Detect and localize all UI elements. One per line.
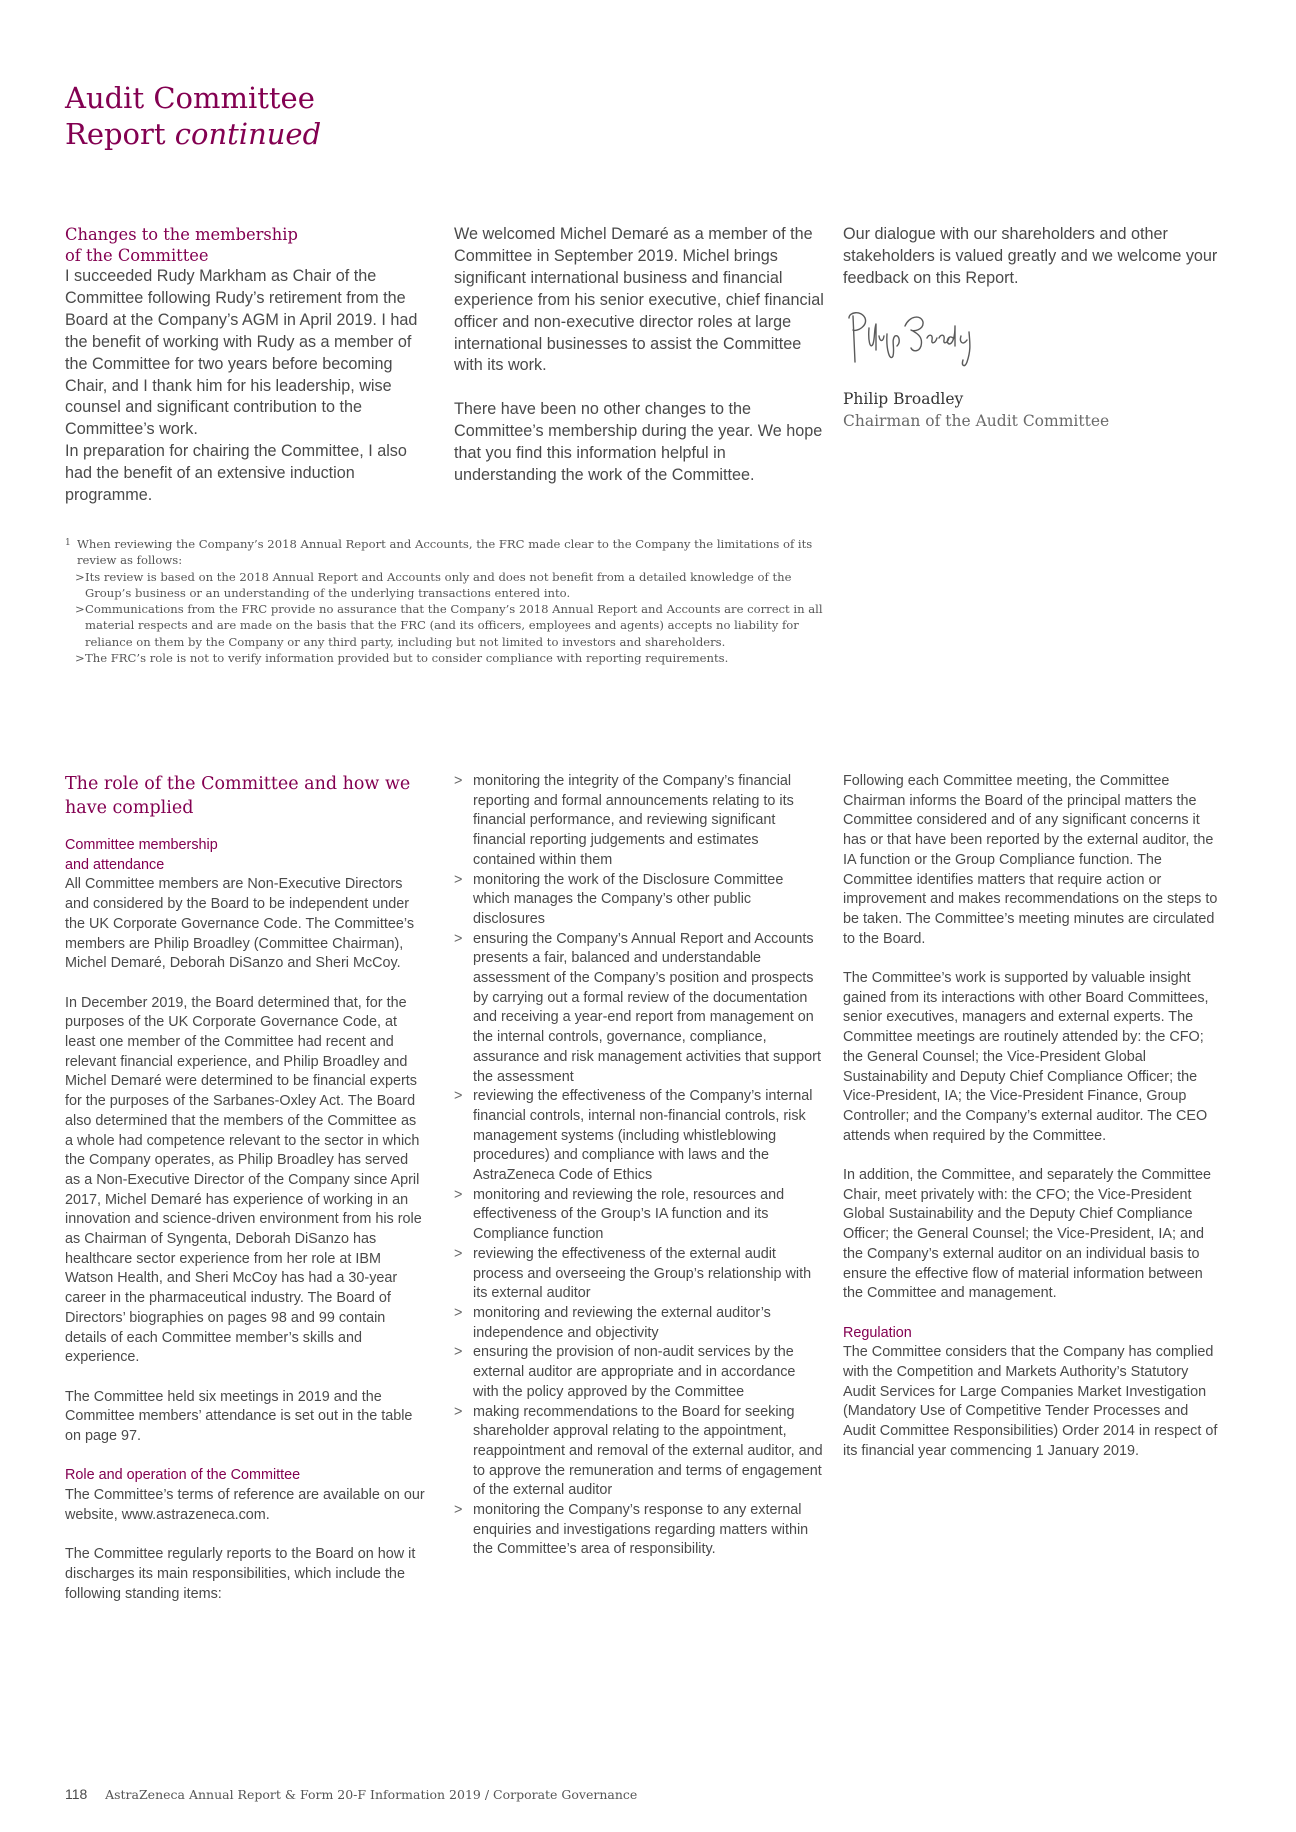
attendance-support-paragraph: The Committee’s work is supported by valuable insight gained from its interactions with other Board Committees, senior executives, managers and external experts. The Committee meetings are routinely attended by: the CFO; the General Counsel; the Vice-President Global Sustainability and Deputy Chief Compliance Officer; the Vice-President, IA; the Vice-President Finance, Group Controller; and the Company’s external auditor. The CEO attends when required by the Committee.	[843, 970, 1209, 1144]
membership-attendance-subheading: Committee membership and attendance	[65, 837, 218, 873]
chevron-right-icon: >	[454, 1304, 463, 1321]
regulation-paragraph: The Committee considers that the Company has complied with the Competition and Markets Authority’s Statutory Audit Services for Large Companies Market Investigation (Mandatory Use of Competitive Tender Processes and Audit Committee Responsibilities) Order 2014 in respect of its financial year commencing 1 January 2019.	[843, 1344, 1218, 1459]
role-section-heading: The role of the Committee and how we have complied	[65, 774, 411, 818]
signature-image	[843, 300, 1003, 375]
dialogue-paragraph: Our dialogue with our shareholders and other stakeholders is valued greatly and we welcome your feedback on this Report.	[843, 225, 1218, 287]
signatory-name: Philip Broadley	[843, 389, 964, 408]
list-item: > reviewing the effectiveness of the Company’s internal financial controls, internal non-financial controls, risk management systems (including whistleblowing procedures) and compliance with laws and the AstraZeneca Code of Ethics	[454, 1087, 824, 1186]
chevron-right-icon: >	[454, 773, 463, 789]
chevron-right-icon: >	[454, 1502, 463, 1519]
welcome-paragraph: We welcomed Michel Demaré as a member of the Committee in September 2019. Michel brings significant international business and financial experience from his senior executive, chief financial officer and non-executive director roles at large international businesses to assist the Committee with its work.	[454, 225, 824, 375]
role-operation-subheading: Role and operation of the Committee	[65, 1467, 301, 1484]
signatory-role: Chairman of the Audit Committee	[843, 411, 1110, 430]
board-reporting-paragraph: Following each Committee meeting, the Committee Chairman informs the Board of the principal matters the Committee considered and of any significant concerns it has or that have been reported by the external auditor, the IA function or the Group Compliance function. The Committee identifies matters that require action or improvement and makes recommendations on the steps to be taken. The Committee’s meeting minutes are circulated to the Board.	[843, 773, 1218, 947]
list-item: > monitoring and reviewing the role, resources and effectiveness of the Group’s IA function and its Compliance function	[454, 1186, 824, 1245]
footnote	[65, 536, 825, 666]
standing-items-intro: The Committee regularly reports to the Board on how it discharges its main responsibilities, which include the following standing items:	[65, 1546, 416, 1602]
list-item: > ensuring the Company’s Annual Report and Accounts presents a fair, balanced and understandable assessment of the Company’s position and prospects by carrying out a formal review of the documentation and receiving a year-end report from management on the internal controls, governance, compliance, assurance and risk management activities that support the assessment	[454, 930, 824, 1088]
footnote-item: > Communications from the FRC provide no assurance that the Company’s 2018 Annual Report and Accounts are correct in all material respects and are made on the basis that the FRC (and its officers, employees and agents) accepts no liability for reliance on them by the Company or any third party, including but not limited to investors and shareholders.	[75, 602, 823, 649]
bottom-column-1	[65, 772, 425, 1604]
chevron-right-icon: >	[75, 569, 85, 584]
chevron-right-icon: >	[454, 871, 463, 888]
membership-changes-heading: Changes to the membership of the Committee	[65, 225, 298, 265]
regulation-subheading: Regulation	[843, 1324, 912, 1341]
terms-of-reference-paragraph: The Committee’s terms of reference are available on our website, www.astrazeneca.com.	[65, 1487, 425, 1523]
financial-experience-paragraph: In December 2019, the Board determined that, for the purposes of the UK Corporate Governance Code, at least one member of the Committee had recent and relevant financial experience, and Philip Broadley and Michel Demaré were determined to be financial experts for the purposes of the Sarbanes-Oxley Act. The Board also determined that the members of the Committee as a whole had competence relevant to the sector in which the Company operates, as Philip Broadley has served as a Non-Executive Director of the Company since April 2017, Michel Demaré has experience of working in an innovation and science-driven environment from his role as Chairman of Syngenta, Deborah DiSanzo has healthcare sector experience from her role at IBM Watson Health, and Sheri McCoy has had a 30-year career in the pharmaceutical industry. The Board of Directors’ biographies on pages 98 and 99 contain details of each Committee member’s skills and experience.	[65, 994, 422, 1366]
top-column-2	[454, 224, 824, 487]
footnote-marker: 1	[65, 538, 71, 548]
page-number: 118	[65, 1786, 88, 1802]
chevron-right-icon: >	[454, 1186, 463, 1203]
chevron-right-icon: >	[454, 1403, 463, 1420]
chevron-right-icon: >	[454, 930, 463, 947]
chevron-right-icon: >	[454, 1344, 463, 1361]
top-column-3	[843, 224, 1223, 432]
list-item: > reviewing the effectiveness of the external audit process and overseeing the Group’s relationship with its external auditor	[454, 1245, 824, 1304]
membership-paragraph: All Committee members are Non-Executive Directors and considered by the Board to be independent under the UK Corporate Governance Code. The Committee’s members are Philip Broadley (Committee Chairman), Michel Demaré, Deborah DiSanzo and Sheri McCoy.	[65, 876, 415, 972]
no-other-changes-paragraph: There have been no other changes to the Committee’s membership during the year. We hope that you find this information helpful in understanding the work of the Committee.	[454, 400, 823, 484]
title-continued: continued	[174, 117, 322, 151]
private-meetings-paragraph: In addition, the Committee, and separately the Committee Chair, meet privately with: the CFO; the Vice-President Global Sustainability and the Deputy Chief Compliance Officer; the General Counsel; the Vice-President, IA; and the Company’s external auditor on an individual basis to ensure the effective flow of material information between the Committee and management.	[843, 1167, 1211, 1302]
membership-changes-paragraph-1: I succeeded Rudy Markham as Chair of the Committee following Rudy’s retirement from the Board at the Company’s AGM in April 2019. I had the benefit of working with Rudy as a member of the Committee for two years before becoming Chair, and I thank him for his leadership, wise counsel and significant contribution to the Committee’s work.	[65, 267, 418, 439]
bottom-column-2	[454, 772, 824, 1560]
list-item: > monitoring the integrity of the Company’s financial reporting and formal announcements relating to its financial performance, and reviewing significant financial reporting judgements and estimates contained within them	[454, 772, 824, 871]
chevron-right-icon: >	[454, 1088, 463, 1105]
chevron-right-icon: >	[454, 1245, 463, 1262]
footnote-item: > Its review is based on the 2018 Annual Report and Accounts only and does not benefit from a detailed knowledge of the Group’s business or an understanding of the underlying transactions entered into.	[75, 569, 792, 600]
list-item: > monitoring and reviewing the external auditor’s independence and objectivity	[454, 1304, 824, 1343]
list-item: > making recommendations to the Board for seeking shareholder approval relating to the appointment, reappointment and removal of the external auditor, and to approve the remuneration and terms of engagement of the external auditor	[454, 1403, 824, 1502]
title-line-2: Report	[65, 117, 175, 151]
responsibilities-list	[454, 772, 824, 1560]
page-footer	[65, 1786, 637, 1802]
top-column-1	[65, 224, 425, 507]
list-item: > ensuring the provision of non-audit services by the external auditor are appropriate and in accordance with the policy approved by the Committee	[454, 1343, 824, 1402]
bottom-column-3	[843, 772, 1223, 1462]
chevron-right-icon: >	[75, 651, 85, 666]
list-item: > monitoring the work of the Disclosure Committee which manages the Company’s other public disclosures	[454, 871, 824, 930]
footer-text: AstraZeneca Annual Report & Form 20-F Information 2019 / Corporate Governance	[105, 1787, 638, 1802]
membership-changes-paragraph-2: In preparation for chairing the Committee, I also had the benefit of an extensive induction programme.	[65, 442, 407, 505]
meetings-paragraph: The Committee held six meetings in 2019 and the Committee members’ attendance is set out in the table on page 97.	[65, 1388, 413, 1445]
footnote-intro-row	[65, 536, 825, 569]
footnote-intro: When reviewing the Company’s 2018 Annual Report and Accounts, the FRC made clear to the Company the limitations of its review as follows:	[77, 537, 813, 568]
chevron-right-icon: >	[75, 602, 85, 617]
list-item: > monitoring the Company’s response to any external enquiries and investigations regarding matters within the Committee’s area of responsibility.	[454, 1501, 824, 1560]
title-line-1: Audit Committee	[65, 81, 315, 115]
page-title	[65, 80, 321, 152]
footnote-item: > The FRC’s role is not to verify information provided but to consider compliance with reporting requirements.	[75, 651, 729, 666]
